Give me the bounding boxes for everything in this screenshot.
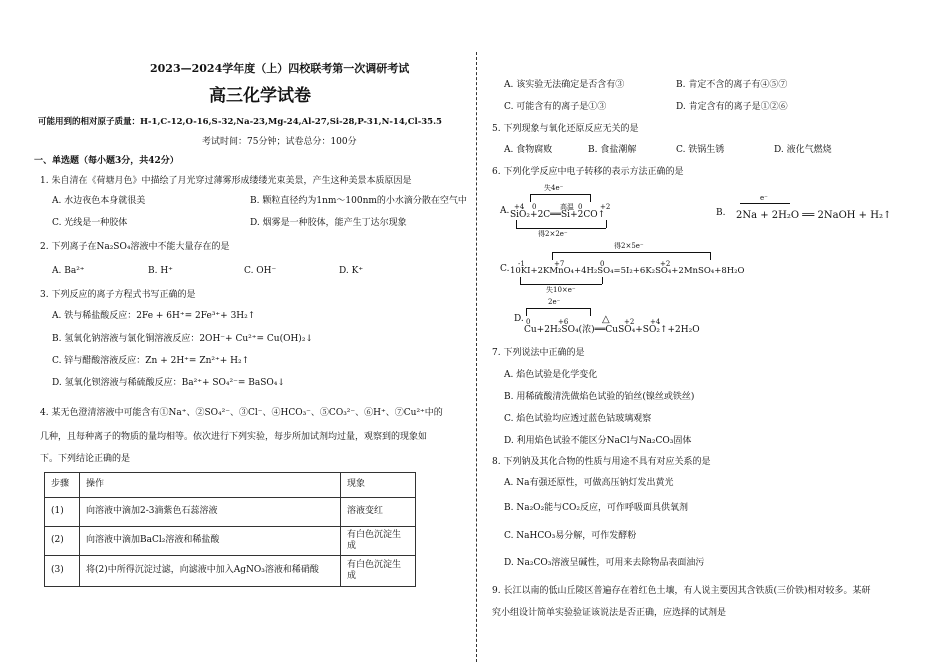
q2-option-b: B. H⁺ (148, 266, 173, 276)
q8-option-c: C. NaHCO₃易分解，可作发酵粉 (504, 531, 637, 541)
q6b-electron: e⁻ (760, 194, 768, 202)
q6c-top-bracket-right (710, 252, 711, 260)
q3-stem: 3. 下列反应的离子方程式书写正确的是 (40, 290, 196, 300)
q6d-ox-s: +6 (558, 318, 569, 326)
table-row (45, 498, 416, 527)
q6c-top-bracket (552, 252, 710, 253)
q6c-bottom-bracket (520, 284, 602, 285)
q6d-top-bracket (526, 308, 590, 309)
q6a-bottom-bracket (516, 228, 606, 229)
q5-option-a: A. 食物腐败 (504, 145, 553, 155)
q2-option-a: A. Ba²⁺ (52, 266, 85, 276)
q1-option-c: C. 光线是一种胶体 (52, 218, 128, 228)
q4-stem-line1: 4. 某无色澄清溶液中可能含有①Na⁺、②SO₄²⁻、③Cl⁻、④HCO₃⁻、⑤CO₃²⁻、⑥H⁺、⑦Cu²⁺中的 (40, 408, 443, 418)
q4-table (44, 472, 416, 587)
q7-option-c: C. 焰色试验均应透过蓝色钴玻璃观察 (504, 414, 652, 424)
table-cell: (2) (45, 527, 80, 556)
atomic-masses: 可能用到的相对原子质量：H-1,C-12,O-16,S-32,Na-23,Mg-24,Al-27,Si-28,P-31,N-14,Cl-35.5 (38, 117, 442, 127)
q6c-ox-mn: +7 (554, 260, 565, 268)
q6d-ox-cu2: +2 (624, 318, 635, 326)
table-cell: (1) (45, 498, 80, 527)
q6d-equation: Cu+2H₂SO₄(浓)══CuSO₄+SO₂↑+2H₂O (524, 325, 700, 335)
q4-option-d: D. 肯定含有的离子是①②⑥ (676, 102, 788, 112)
q2-option-c: C. OH⁻ (244, 266, 277, 276)
q2-option-d: D. K⁺ (339, 266, 364, 276)
q1-stem: 1. 朱自清在《荷塘月色》中描绘了月光穿过薄雾形成缕缕光束美景，产生这种美景本质原因是 (40, 176, 412, 186)
q3-option-b: B. 氢氧化钠溶液与氯化铜溶液反应：2OH⁻+ Cu²⁺= Cu(OH)₂↓ (52, 334, 313, 344)
q6c-lose-electrons: 失10×e⁻ (546, 286, 576, 294)
q6a-ox-si: +4 (514, 203, 525, 211)
q1-option-b: B. 颗粒直径约为1nm～100nm的小水滴分散在空气中 (250, 196, 467, 206)
q7-option-d: D. 利用焰色试验不能区分NaCl与Na₂CO₃固体 (504, 436, 692, 446)
q6c-ox-i: -1 (518, 260, 525, 268)
q6a-cond: 高温 (560, 203, 574, 211)
table-cell: 将(2)中所得沉淀过滤，向滤液中加入AgNO₃溶液和稀硝酸 (80, 556, 341, 587)
q3-option-d: D. 氢氧化钡溶液与稀硫酸反应：Ba²⁺+ SO₄²⁻= BaSO₄↓ (52, 378, 285, 388)
q6a-bottom-bracket-right (606, 220, 607, 228)
q5-option-d: D. 液化气燃烧 (774, 145, 832, 155)
q9-line1: 9. 长江以南的低山丘陵区普遍存在着红色土壤，有人说主要因其含铁质(三价铁)相对较多。某研 (492, 586, 871, 596)
q4-option-a: A. 该实验无法确定是否含有③ (504, 80, 625, 90)
table-cell: 向溶液中滴加BaCl₂溶液和稀盐酸 (80, 527, 341, 556)
q6a-ox-co: +2 (600, 203, 611, 211)
q6a-gain-electrons: 得2×2e⁻ (538, 230, 568, 238)
column-divider (476, 52, 477, 662)
exam-info: 考试时间：75分钟；试卷总分：100分 (202, 137, 357, 147)
q6a-top-bracket-left (530, 194, 531, 202)
q6b-equation: 2Na + 2H₂O ══ 2NaOH + H₂↑ (736, 210, 892, 221)
table-cell: 向溶液中滴加2-3滴紫色石蕊溶液 (80, 498, 341, 527)
table-cell: 有白色沉淀生成 (341, 527, 416, 556)
q1-option-a: A. 水边夜色本身就很美 (52, 196, 146, 206)
q2-stem: 2. 下列离子在Na₂SO₄溶液中不能大量存在的是 (40, 242, 230, 252)
table-cell: (3) (45, 556, 80, 587)
table-header: 现象 (341, 473, 416, 498)
q1-option-d: D. 烟雾是一种胶体，能产生丁达尔现象 (250, 218, 407, 228)
q6d-heat: △ (602, 314, 610, 325)
q6-stem: 6. 下列化学反应中电子转移的表示方法正确的是 (492, 167, 684, 177)
q6a-top-bracket-right (590, 194, 591, 202)
q6c-equation: 10KI+2KMnO₄+4H₂SO₄=5I₂+6K₂SO₄+2MnSO₄+8H₂O (510, 266, 745, 276)
q6c-ox-i2: 0 (600, 260, 605, 268)
q6c-gain-electrons: 得2×5e⁻ (614, 242, 644, 250)
q6c-ox-mn2: +2 (660, 260, 671, 268)
q8-option-b: B. Na₂O₂能与CO₂反应，可作呼吸面具供氧剂 (504, 503, 689, 513)
q6d-ox-cu: 0 (526, 318, 531, 326)
q8-option-a: A. Na有强还原性，可做高压钠灯发出黄光 (504, 478, 674, 488)
q5-option-b: B. 食盐潮解 (588, 145, 637, 155)
q6c-top-bracket-left (552, 252, 553, 260)
q8-option-d: D. Na₂CO₃溶液呈碱性，可用来去除物品表面油污 (504, 558, 705, 568)
q8-stem: 8. 下列钠及其化合物的性质与用途不具有对应关系的是 (492, 457, 711, 467)
exam-title: 2023—2024学年度（上）四校联考第一次调研考试 (150, 62, 410, 75)
table-row (45, 556, 416, 587)
q6a-bottom-bracket-left (516, 220, 517, 228)
q5-stem: 5. 下列现象与氧化还原反应无关的是 (492, 124, 639, 134)
q7-option-b: B. 用稀硫酸清洗做焰色试验的铂丝(镍丝或铁丝) (504, 392, 695, 402)
q6-option-c-label: C. (500, 264, 510, 274)
q4-stem-line2: 几种，且每种离子的物质的量均相等。依次进行下列实验，每步所加试剂均过量，观察到的现象如 (40, 432, 428, 442)
q5-option-c: C. 铁锅生锈 (676, 145, 725, 155)
table-cell: 有白色沉淀生成 (341, 556, 416, 587)
table-header-row (45, 473, 416, 498)
q6a-top-bracket (530, 194, 590, 195)
q6b-arrow (740, 203, 790, 204)
subject-title: 高三化学试卷 (209, 86, 311, 106)
q6-option-a-label: A. (500, 206, 510, 216)
q6d-top-bracket-left (526, 308, 527, 316)
q3-option-c: C. 锌与醋酸溶液反应：Zn + 2H⁺= Zn²⁺+ H₂↑ (52, 356, 250, 366)
q4-option-c: C. 可能含有的离子是①③ (504, 102, 607, 112)
table-header: 步骤 (45, 473, 80, 498)
table-cell: 溶液变红 (341, 498, 416, 527)
q3-option-a: A. 铁与稀盐酸反应：2Fe + 6H⁺= 2Fe³⁺+ 3H₂↑ (52, 311, 256, 321)
q6d-top-bracket-right (590, 308, 591, 316)
q6d-ox-s2: +4 (650, 318, 661, 326)
q6-option-d-label: D. (514, 314, 524, 324)
q4-option-b: B. 肯定不含的离子有④⑤⑦ (676, 80, 788, 90)
q6d-electrons: 2e⁻ (548, 298, 561, 306)
q7-option-a: A. 焰色试验是化学变化 (504, 370, 598, 380)
q6c-bottom-bracket-right (602, 277, 603, 284)
q6a-equation: SiO₂+2C══Si+2CO↑ (510, 210, 606, 220)
section-title: 一、单选题（每小题3分，共42分） (34, 156, 179, 166)
q6c-bottom-bracket-left (520, 277, 521, 284)
q6-option-b-label: B. (716, 208, 726, 218)
table-row (45, 527, 416, 556)
q6a-ox-c: 0 (532, 203, 537, 211)
q6a-ox-si-prod: 0 (578, 203, 583, 211)
q9-line2: 究小组设计简单实验验证该说法是否正确，应选择的试剂是 (492, 608, 727, 618)
q7-stem: 7. 下列说法中正确的是 (492, 348, 585, 358)
q4-stem-line3: 下。下列结论正确的是 (40, 454, 131, 464)
q6a-lose-electrons: 失4e⁻ (544, 184, 564, 192)
table-header: 操作 (80, 473, 341, 498)
